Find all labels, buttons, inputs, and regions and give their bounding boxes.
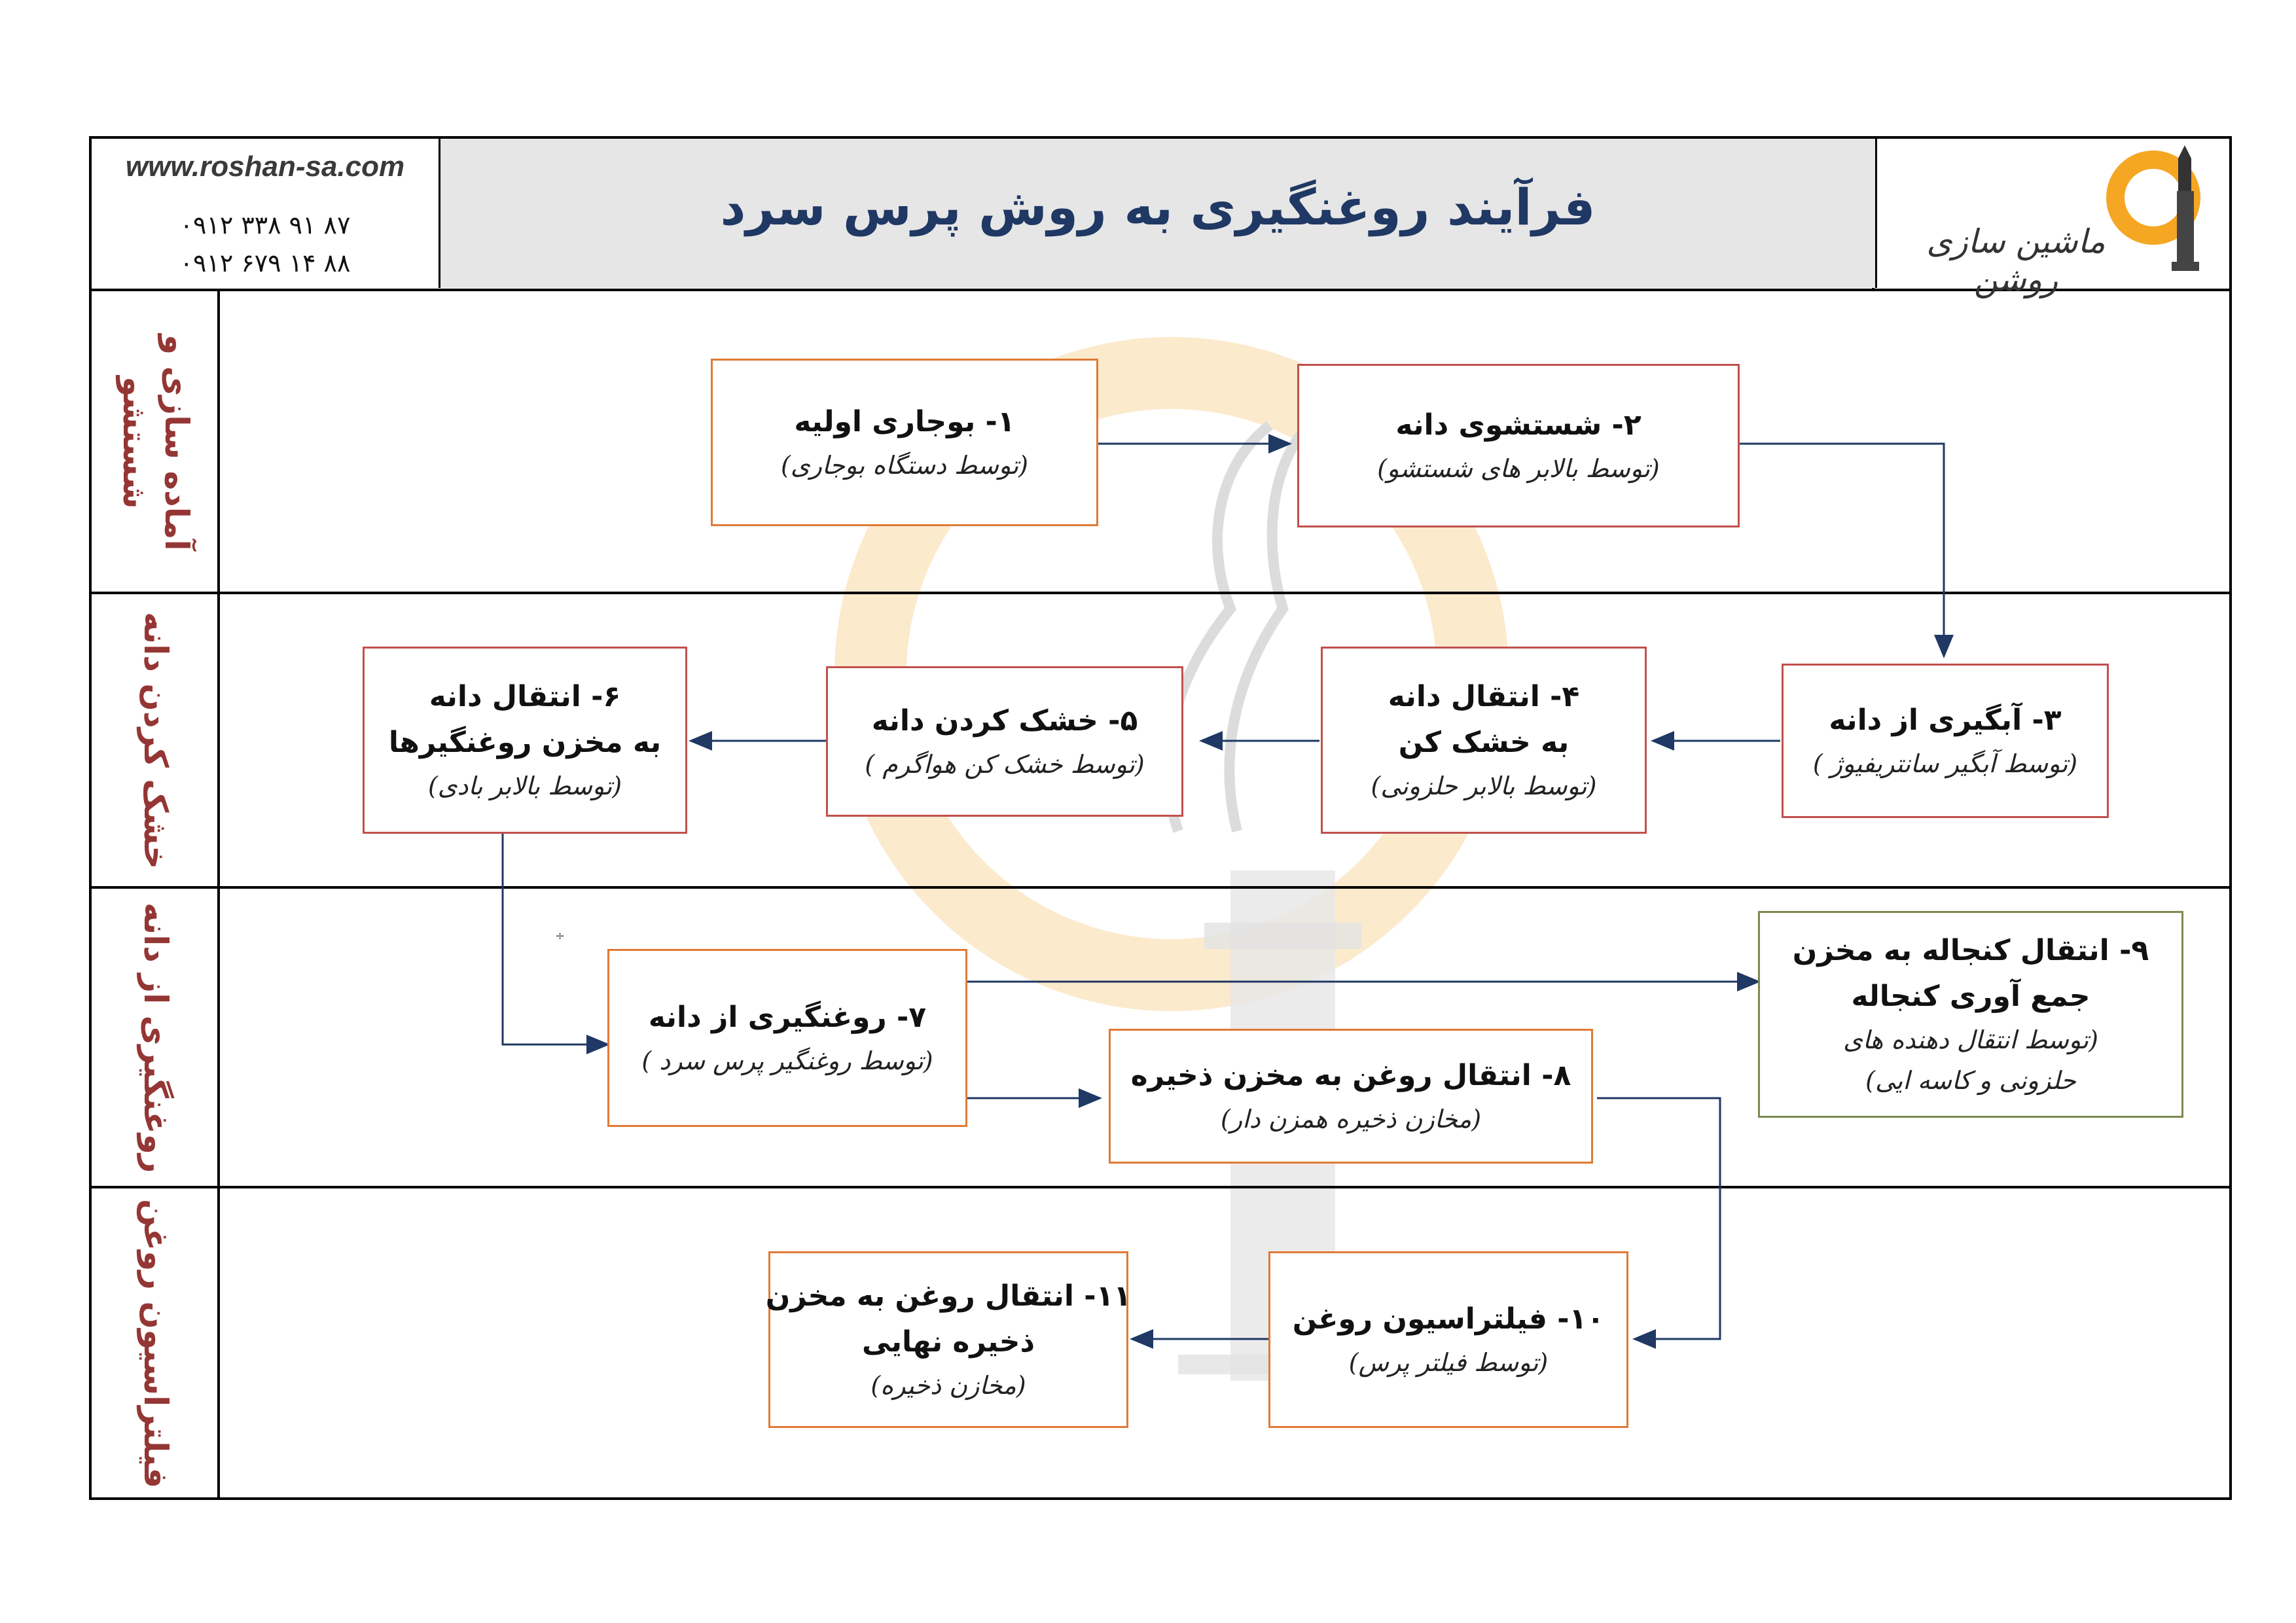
page-title: فرآیند روغنگیری به روش پرس سرد <box>720 178 1596 236</box>
step-7-box <box>607 949 967 1127</box>
stage-label-preparation: آماده سازی و شستشو <box>116 334 196 551</box>
step-7-subtitle: (توسط روغنگیر پرس سرد ) <box>641 1046 933 1075</box>
step-3-box <box>1782 664 2109 818</box>
step-4-subtitle: (توسط بالابر حلزونی) <box>1371 772 1597 800</box>
step-5-box <box>826 666 1183 817</box>
brand-name: ماشین سازی روشن <box>1926 223 2106 298</box>
step-2-subtitle: (توسط بالابر های شستشو) <box>1377 454 1660 483</box>
step-9-subtitle-line1: (توسط انتقال دهنده های <box>1843 1026 2098 1054</box>
step-3-subtitle: (توسط آبگیر سانتریفیوژ ) <box>1812 749 2078 778</box>
step-9-title-line2: جمع آوری کنجاله <box>1851 980 2090 1013</box>
step-9-subtitle-line2: حلزونی و کاسه ایی) <box>1865 1066 2076 1095</box>
step-11-title-line1: ۱۱- انتقال روغن به مخزن <box>765 1279 1132 1313</box>
step-10-title: ۱۰- فیلتراسیون روغن <box>1292 1302 1605 1336</box>
step-2-title: ۲- شستشوی دانه <box>1395 408 1641 442</box>
step-5-title: ۵- خشک کردن دانه <box>871 704 1138 738</box>
step-1-box <box>711 359 1098 526</box>
step-1-subtitle: (توسط دستگاه بوجاری) <box>781 451 1028 480</box>
step-1-title: ۱- بوجاری اولیه <box>794 405 1015 438</box>
step-4-title-line2: به خشک کن <box>1398 726 1570 759</box>
stage-label-drying: خشک کردن دانه <box>137 612 175 870</box>
step-10-subtitle: (توسط فیلتر پرس) <box>1348 1348 1549 1377</box>
website-link[interactable]: www.roshan-sa.com <box>125 151 405 183</box>
arrow-2-to-3 <box>1740 444 1944 654</box>
step-11-title-line2: ذخیره نهایی <box>861 1325 1035 1359</box>
step-8-box <box>1109 1029 1593 1164</box>
step-2-box <box>1297 364 1740 527</box>
step-6-title-line2: به مخزن روغنگیرها <box>388 726 662 759</box>
step-4-title-line1: ۴- انتقال دانه <box>1388 680 1580 713</box>
arrow-6-to-7 <box>503 834 606 1044</box>
phone-number-2: ۰۹۱۲ ۶۷۹ ۱۴ ۸۸ <box>179 249 351 277</box>
step-10-box <box>1268 1251 1628 1428</box>
step-7-title: ۷- روغنگیری از دانه <box>648 1001 927 1034</box>
step-6-title-line1: ۶- انتقال دانه <box>429 680 621 713</box>
stage-label-filtration: فیلتراسیون روغن <box>137 1198 175 1489</box>
step-11-subtitle: (مخازن ذخیره) <box>870 1371 1026 1400</box>
step-3-title: ۳- آبگیری از دانه <box>1829 704 2062 737</box>
stray-mark: ÷ <box>555 929 565 943</box>
step-5-subtitle: (توسط خشک کن هواگرم ) <box>865 750 1145 779</box>
step-9-title-line1: ۹- انتقال کنجاله به مخزن <box>1792 934 2149 967</box>
step-8-subtitle: (مخازن ذخیره همزن دار) <box>1220 1105 1482 1133</box>
step-6-subtitle: (توسط بالابر بادی) <box>427 772 622 800</box>
step-11-box <box>765 1251 1132 1428</box>
step-9-box <box>1758 911 2183 1118</box>
step-6-box <box>363 647 687 834</box>
step-8-title: ۸- انتقال روغن به مخزن ذخیره <box>1130 1059 1571 1092</box>
stage-label-oil-extraction: روغنگیری از دانه <box>137 902 175 1173</box>
phone-number-1: ۰۹۱۲ ۳۳۸ ۹۱ ۸۷ <box>179 211 351 240</box>
step-4-box <box>1321 647 1647 834</box>
